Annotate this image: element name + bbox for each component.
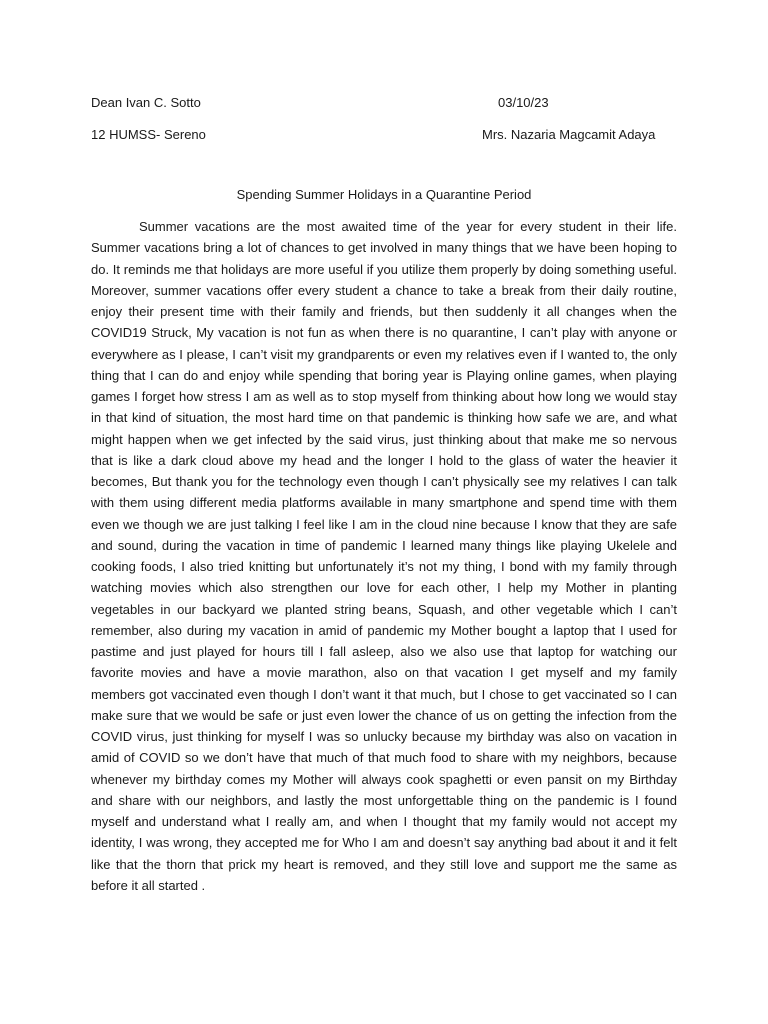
essay-body: Summer vacations are the most awaited time of the year for every student in their life. Summer vacations bring a lot of chances to get involved in many things that we have been hoping to do. It reminds me that holidays are more useful if you utilize them properly by doing something useful. Moreover, summer vacations offer every student a chance to take a break from their daily routine, enjoy their present time with their family and friends, but then suddenly it all changes when the COVID19 Struck, My vacation is not fun as when there is no quarantine, I can’t play with anyone or everywhere as I please, I can’t visit my grandparents or even my relatives even if I wanted to, the only thing that I can do and enjoy while spending that boring year is Playing online games, when playing games I forget how stress I am as well as to stop myself from thinking about how long we would stay in that kind of situation, the most hard time on that pandemic is thinking how safe we are, and what might happen when we get infected by the said virus, just thinking about that make me so nervous that is like a dark cloud above my head and the longer I hold to the glass of water the heavier it becomes, But thank you for the technology even though I can’t physically see my relatives I can talk with them using different media platforms available in many smartphone and spend time with them even we though we are just talking I feel like I am in the cloud nine because I know that they are safe and sound, during the vacation in time of pandemic I learned many things like playing Ukelele and cooking foods, I also tried knitting but unfortunately it’s not my thing, I bond with my family through watching movies which also strengthen our love for each other, I help my Mother in planting vegetables in our backyard we planted string beans, Squash, and other vegetable which I can’t remember, also during my vacation in amid of pandemic my Mother bought a laptop that I used for pastime and just played for hours till I fall asleep, also we also use that laptop for watching our favorite movies and have a movie marathon, also on that vacation I get myself and my family members got vaccinated even though I don’t want it that much, but I chose to get vaccinated so I can make sure that we would be safe or just even lower the chance of us on getting the infection from the COVID virus, just thinking for myself I was so unlucky because my birthday was also on vacation in amid of COVID so we don’t have that much of that much food to share with my neighbors, because whenever my birthday comes my Mother will always cook spaghetti or even pansit on my Birthday and share with our neighbors, and lastly the most unforgettable thing on the pandemic is I found myself and understand what I really am, and when I thought that my family would not accept my identity, I was wrong, they accepted me for Who I am and doesn’t say anything bad about it and it felt like that the thorn that prick my heart is removed, and they still love and support me the same as before it all started . xyxy=(91,219,677,893)
essay-title: Spending Summer Holidays in a Quarantine Period xyxy=(236,187,532,202)
grade-section: 12 HUMSS- Sereno xyxy=(91,127,206,142)
student-name: Dean Ivan C. Sotto xyxy=(91,95,201,110)
date: 03/10/23 xyxy=(498,95,549,110)
teacher-name: Mrs. Nazaria Magcamit Adaya xyxy=(482,127,656,142)
